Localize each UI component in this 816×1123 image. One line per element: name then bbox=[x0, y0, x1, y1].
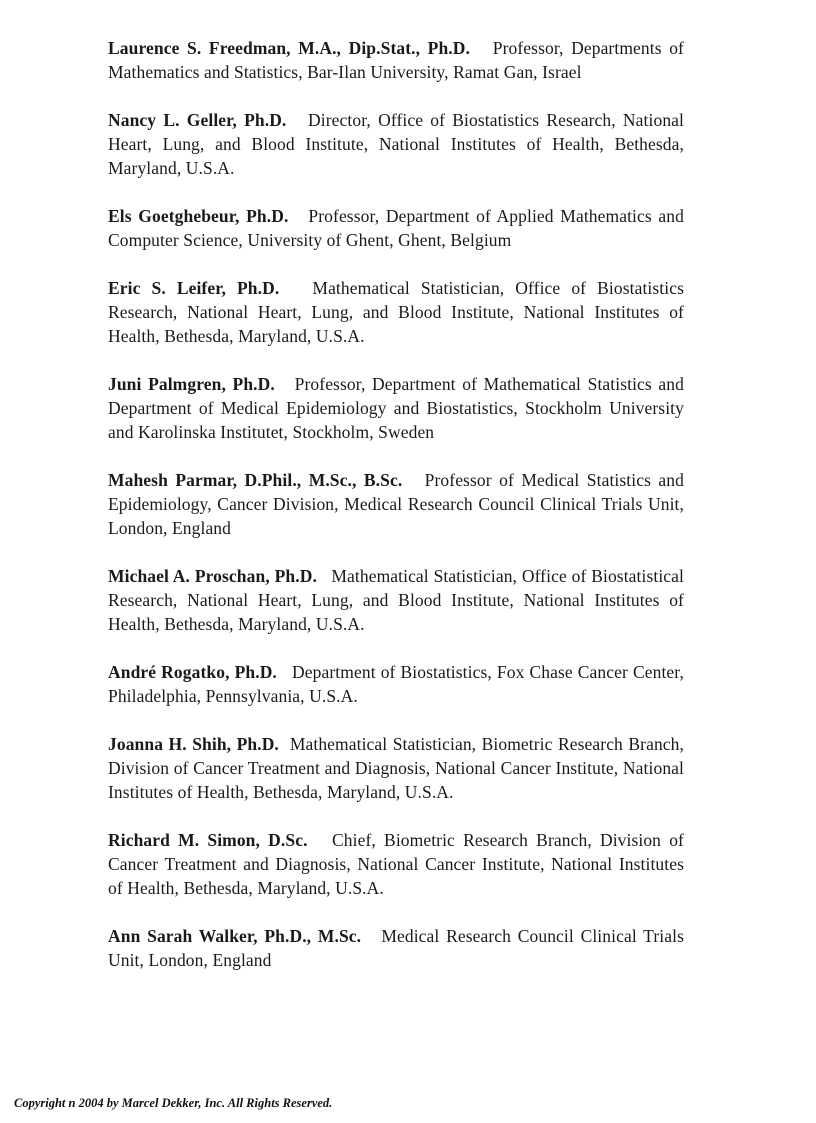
copyright-notice: Copyright n 2004 by Marcel Dekker, Inc. All Rights Reserved. bbox=[14, 1096, 333, 1110]
contributor-entry bbox=[108, 36, 684, 84]
contributor-affiliation: Mathematical Statistician, Office of Biostatistics Research, National Heart, Lung, and Blood Institute, National Institutes of Health, Bethesda, Maryland, U.S.A. bbox=[108, 278, 684, 346]
contributor-entry bbox=[108, 468, 684, 540]
contributor-affiliation: Professor, Department of Mathematical Statistics and Department of Medical Epidemiology and Biostatistics, Stockholm University and Karolinska Institutet, Stockholm, Sweden bbox=[108, 374, 684, 442]
contributor-affiliation: Professor, Department of Applied Mathematics and Computer Science, University of Ghent, Ghent, Belgium bbox=[108, 206, 684, 250]
contributor-entry bbox=[108, 276, 684, 348]
contributor-name: Els Goetghebeur, Ph.D. bbox=[108, 206, 289, 226]
contributor-name: Mahesh Parmar, D.Phil., M.Sc., B.Sc. bbox=[108, 470, 403, 490]
contributor-list bbox=[108, 36, 684, 996]
contributor-entry bbox=[108, 108, 684, 180]
contributor-affiliation: Mathematical Statistician, Office of Biostatistical Research, National Heart, Lung, and Blood Institute, National Institutes of Health, Bethesda, Maryland, U.S.A. bbox=[108, 566, 684, 634]
contributor-name: Nancy L. Geller, Ph.D. bbox=[108, 110, 287, 130]
contributor-entry bbox=[108, 924, 684, 972]
contributor-affiliation: Professor of Medical Statistics and Epidemiology, Cancer Division, Medical Research Council Clinical Trials Unit, London, England bbox=[108, 470, 684, 538]
contributor-entry bbox=[108, 372, 684, 444]
contributor-entry bbox=[108, 564, 684, 636]
contributor-name: Eric S. Leifer, Ph.D. bbox=[108, 278, 280, 298]
contributor-name: André Rogatko, Ph.D. bbox=[108, 662, 277, 682]
contributor-affiliation: Professor, Departments of Mathematics and Statistics, Bar-Ilan University, Ramat Gan, Israel bbox=[108, 38, 684, 82]
contributor-affiliation: Chief, Biometric Research Branch, Division of Cancer Treatment and Diagnosis, National Cancer Institute, National Institutes of Health, Bethesda, Maryland, U.S.A. bbox=[108, 830, 684, 898]
contributor-entry bbox=[108, 828, 684, 900]
contributor-name: Joanna H. Shih, Ph.D. bbox=[108, 734, 279, 754]
contributor-entry bbox=[108, 732, 684, 804]
contributor-name: Michael A. Proschan, Ph.D. bbox=[108, 566, 317, 586]
contributor-affiliation: Medical Research Council Clinical Trials Unit, London, England bbox=[108, 926, 684, 970]
contributor-affiliation: Department of Biostatistics, Fox Chase Cancer Center, Philadelphia, Pennsylvania, U.S.A. bbox=[108, 662, 684, 706]
contributor-affiliation: Director, Office of Biostatistics Research, National Heart, Lung, and Blood Institute, National Institutes of Health, Bethesda, Maryland, U.S.A. bbox=[108, 110, 684, 178]
contributor-entry bbox=[108, 660, 684, 708]
contributor-name: Ann Sarah Walker, Ph.D., M.Sc. bbox=[108, 926, 362, 946]
contributor-entry bbox=[108, 204, 684, 252]
contributor-name: Richard M. Simon, D.Sc. bbox=[108, 830, 308, 850]
contributor-name: Juni Palmgren, Ph.D. bbox=[108, 374, 275, 394]
contributor-name: Laurence S. Freedman, M.A., Dip.Stat., Ph.D. bbox=[108, 38, 470, 58]
contributor-affiliation: Mathematical Statistician, Biometric Research Branch, Division of Cancer Treatment and Diagnosis, National Cancer Institute, National Institutes of Health, Bethesda, Maryland, U.S.A. bbox=[108, 734, 684, 802]
